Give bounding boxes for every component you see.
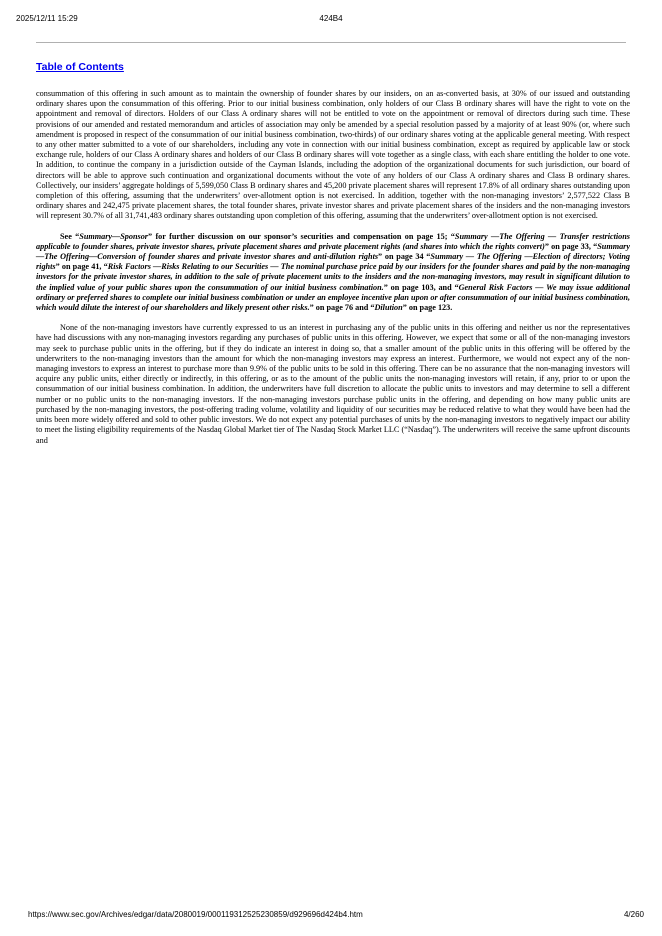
- document-body: [36, 89, 630, 446]
- page-number: 4/260: [623, 910, 644, 919]
- header-divider: [36, 42, 626, 43]
- document-form-title: 424B4: [319, 14, 343, 23]
- page-header: [0, 14, 662, 26]
- table-of-contents-link[interactable]: Table of Contents: [36, 61, 124, 73]
- source-url: https://www.sec.gov/Archives/edgar/data/2080019/000119312525230859/d929696d424b4.htm: [28, 910, 363, 919]
- page-footer: [0, 910, 662, 922]
- paragraph-non-managing-investors: None of the non-managing investors have currently expressed to us an interest in purchasing any of the public units in this offering and neither us nor the representatives have had discussions with any non-managing investors regarding any purchases of public units in this offering. However, we expect that some or all of the non-managing investors may seek to purchase public units in the offering, but if they do indicate an interest in doing so, that a smaller amount of the public units in this offering will be offered by the underwriters to the non-managing investors than the amount for which the non-managing investors may express an interest. Furthermore, we would not expect any of the non-managing investors to express an interest to purchase more than 9.9% of the public units to be sold in this offering. There can be no assurance that the non-managing investors will acquire any public units, either directly or indirectly, in this offering, or as to the amount of the public units the non-managing investors will retain, if any, prior to or upon the consummation of our initial business combination. In addition, the underwriters have full discretion to allocate the public units to investors and may determine to sell a different number or no public units to the non-managing investors. If the non-managing investors purchase public units in the offering, and depending on how many public units are purchased by the non-managing investors, the post-offering trading volume, volatility and liquidity of our securities may be reduced relative to what they would have been had the units been more widely offered and sold to other public investors. We do not expect any potential purchases of units by the non-managing investors to negatively impact our ability to meet the listing eligibility requirements of the Nasdaq Global Market tier of The Nasdaq Stock Market LLC (“Nasdaq”). The underwriters will receive the same upfront discounts and: [36, 323, 630, 445]
- paragraph-cross-references: See “Summary—Sponsor” for further discussion on our sponsor’s securities and compensation on page 15; “Summary —The Offering — Transfer restrictions applicable to founder shares, private investor shares, private placement shares and private placement rights (and shares into which the rights convert)” on page 33, “Summary —The Offering—Conversion of founder shares and private investor shares and anti-dilution rights” on page 34 “Summary — The Offering —Election of directors; Voting rights” on page 41, “Risk Factors —Risks Relating to our Securities — The nominal purchase price paid by our insiders for the founder shares and paid by the non-managing investors for the private investor shares, in addition to the sale of private placement units to the insiders and the non-managing investors, may result in significant dilution to the implied value of your public shares upon the consummation of our initial business combination.” on page 103, and “General Risk Factors — We may issue additional ordinary or preferred shares to complete our initial business combination or under an employee incentive plan upon or after consummation of our initial business combination, which would dilute the interest of our shareholders and likely present other risks.” on page 76 and “Dilution” on page 123.: [36, 231, 631, 313]
- print-datetime: 2025/12/11 15:29: [16, 14, 78, 23]
- paragraph-voting-rights: consummation of this offering in such amount as to maintain the ownership of founder shares by our insiders, on an as-converted basis, at 30% of our issued and outstanding ordinary shares upon the consummation of this offering. Prior to our initial business combination, only holders of our Class B ordinary shares will have the right to vote on the appointment and removal of directors. Holders of our Class A ordinary shares will not be entitled to vote on the appointment or removal of directors during such time. These provisions of our amended and restated memorandum and articles of association may only be amended by a special resolution passed by a majority of at least 90% (or, where such amendment is proposed in respect of the consummation of our initial business combination, two-thirds) of our ordinary shares voting at the applicable general meeting. With respect to any other matter submitted to a vote of our shareholders, including any vote in connection with our initial business combination, except as required by applicable law or stock exchange rule, holders of our Class A ordinary shares and holders of our Class B ordinary shares will vote together as a single class, with each share entitling the holder to one vote. In addition, to continue the company in a jurisdiction outside of the Cayman Islands, including the adoption of the organizational documents for such jurisdiction, our board of directors will be able to approve such continuation and organizational documents without the vote of any holders of our Class A ordinary shares and Class B ordinary shares. Collectively, our insiders’ aggregate holdings of 5,599,050 Class B ordinary shares and 45,200 private placement shares will represent 17.8% of all ordinary shares outstanding upon completion of this offering, assuming that the underwriters’ over-allotment option is not exercised. In addition, together with the non-managing investors’ 2,577,522 Class B ordinary shares and 242,475 private placement shares, the total founder shares, private investor shares and private placement shares of the insiders and the non-managing investors will represent 30.7% of all 31,741,483 ordinary shares outstanding upon completion of this offering, assuming that the underwriters’ over-allotment option is not exercised.: [36, 89, 630, 221]
